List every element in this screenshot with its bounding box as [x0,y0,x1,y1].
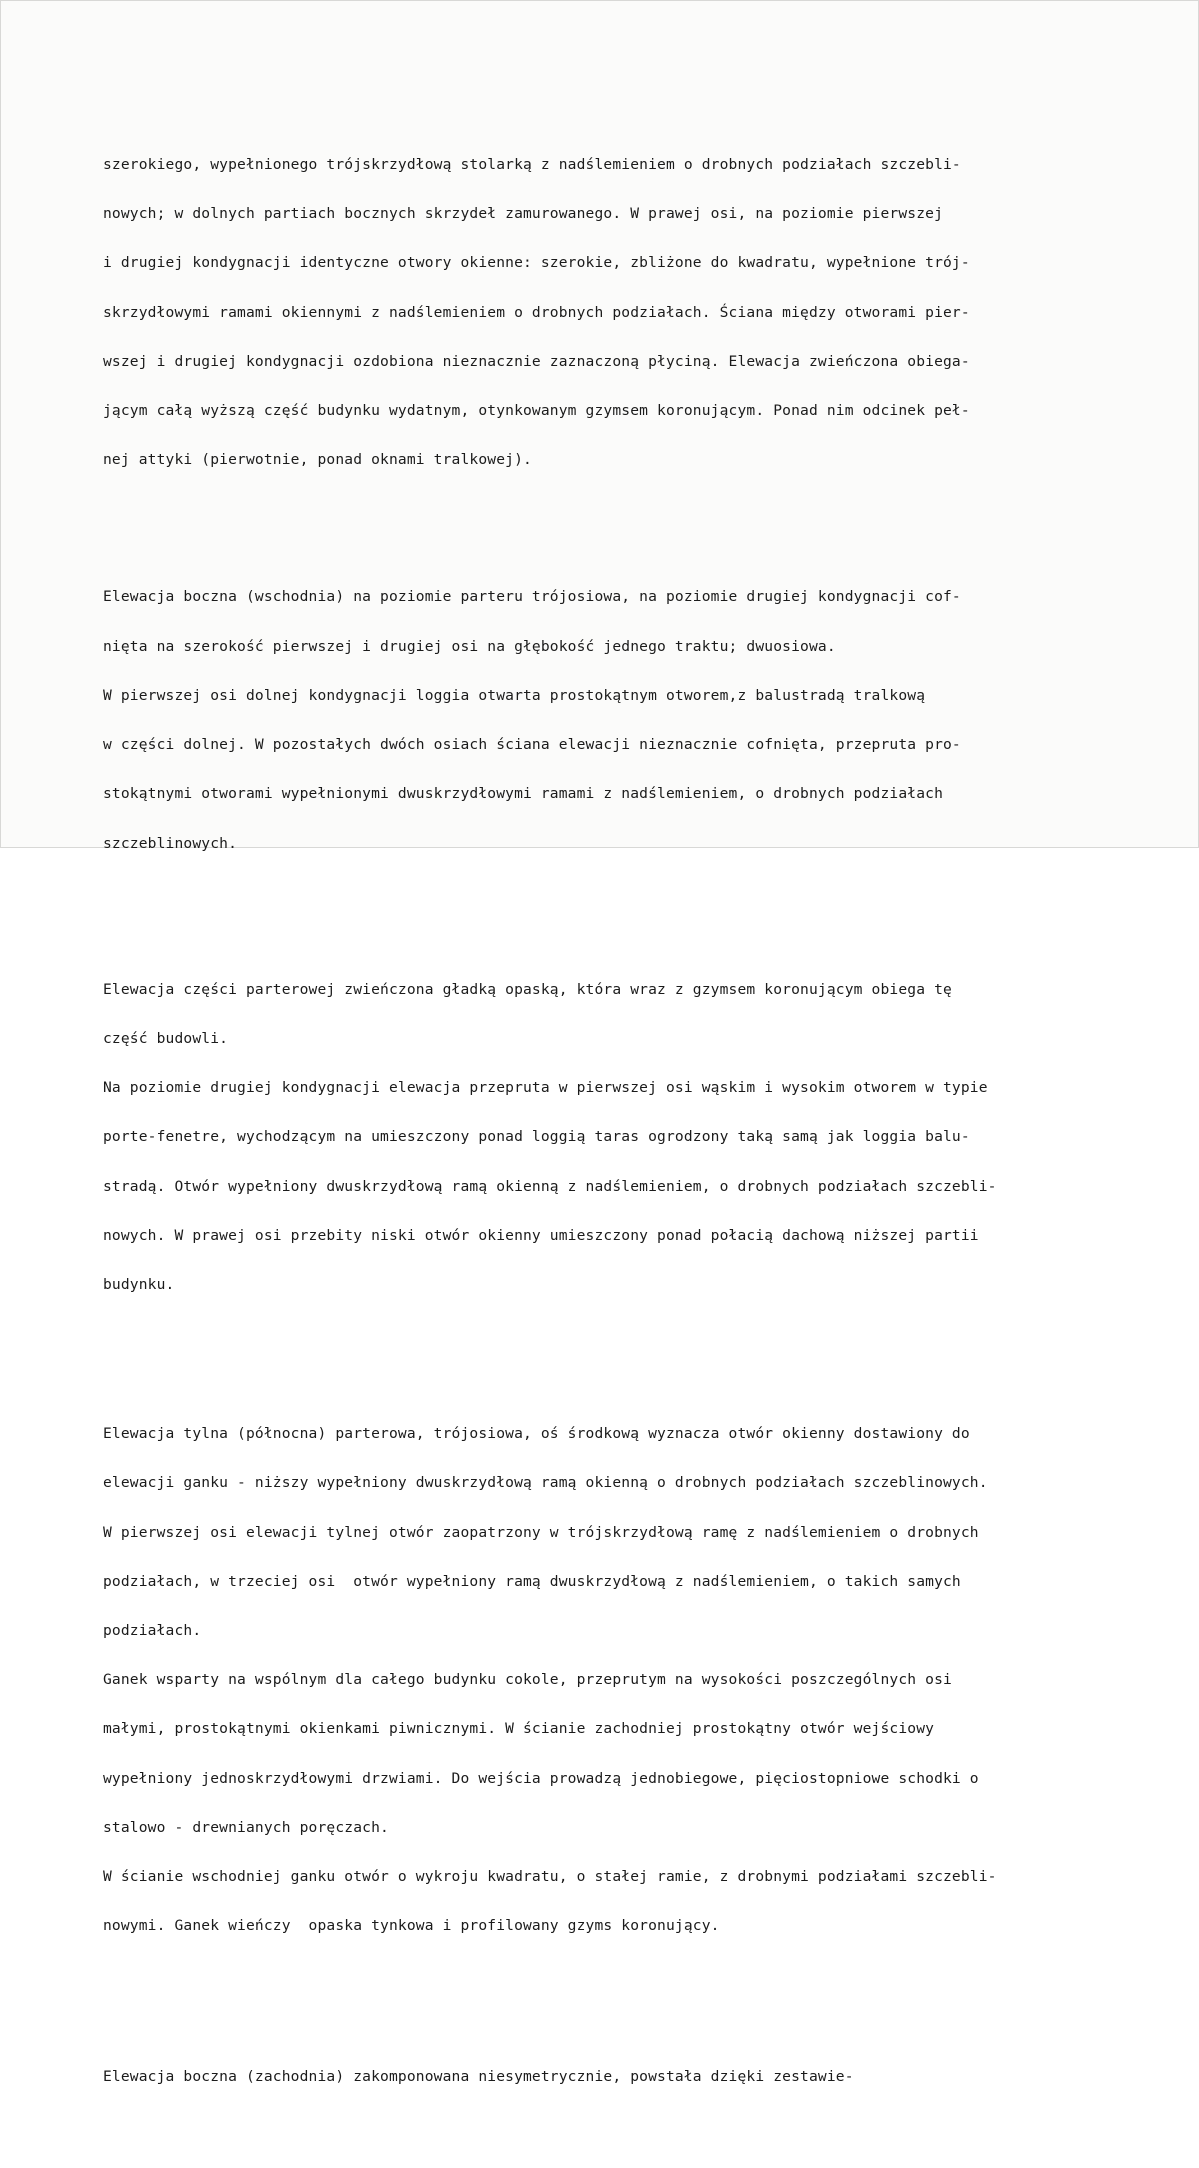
text-line: Elewacja boczna (zachodnia) zakomponowana niesymetrycznie, powstała dzięki zestawie- [103,2068,854,2086]
text-line: wszej i drugiej kondygnacji ozdobiona nieznacznie zaznaczoną płyciną. Elewacja zwieńczona obiega- [103,352,970,370]
text-line: W pierwszej osi elewacji tylnej otwór zaopatrzony w trójskrzydłową ramę z nadślemieniem o drobnych [103,1523,979,1541]
text-line: podziałach. [103,1622,202,1639]
text-line: Elewacja boczna (wschodnia) na poziomie parteru trójosiowa, na poziomie drugiej kondygnacji cof- [103,588,961,606]
text-line: elewacji ganku - niższy wypełniony dwuskrzydłową ramą okienną o drobnych podziałach szczeblinowych. [103,1474,988,1492]
typewritten-text [103,75,1123,2168]
text-line: nowych; w dolnych partiach bocznych skrzydeł zamurowanego. W prawej osi, na poziomie pierwszej [103,205,944,223]
text-line: W pierwszej osi dolnej kondygnacji loggia otwarta prostokątnym otworem,z balustradą tralkową [103,686,926,704]
paragraph-ground-floor-part [103,949,1123,1326]
text-line: budynku. [103,1275,175,1293]
text-line: nowych. W prawej osi przebity niski otwór okienny umieszczony ponad połacią dachową niższej partii [103,1226,979,1244]
text-line: nięta na szerokość pierwszej i drugiej osi na głębokość jednego traktu; dwuosiowa. [103,637,836,655]
text-line: szerokiego, wypełnionego trójskrzydłową stolarką z nadślemieniem o drobnych podziałach szczebli- [103,156,961,174]
paragraph-east-elevation [103,557,1123,885]
text-line: Elewacja części parterowej zwieńczona gładką opaską, która wraz z gzymsem koronującym obiega tę [103,980,952,998]
text-line: Na poziomie drugiej kondygnacji elewacja przepruta w pierwszej osi wąskim i wysokim otworem w typie [103,1079,988,1097]
paragraph-west-elevation [103,2037,1123,2119]
text-line: Elewacja tylna (północna) parterowa, trójosiowa, oś środkową wyznacza otwór okienny dostawiony do [103,1425,970,1443]
text-line: stokątnymi otworami wypełnionymi dwuskrzydłowymi ramami z nadślemieniem, o drobnych podziałach [103,785,944,803]
text-line: stalowo - drewnianych poręczach. [103,1818,389,1836]
text-line: szczeblinowych. [103,834,238,852]
text-line: nej attyki (pierwotnie, ponad oknami tralkowej). [103,451,532,469]
text-line: porte-fenetre, wychodzącym na umieszczony ponad loggią taras ogrodzony taką samą jak loggia balu- [103,1128,970,1146]
text-line: Ganek wsparty na wspólnym dla całego budynku cokole, przeprutym na wysokości poszczególnych osi [103,1671,952,1689]
text-line: część budowli. [103,1029,229,1047]
text-line: i drugiej kondygnacji identyczne otwory okienne: szerokie, zbliżone do kwadratu, wypełnione trój- [103,254,970,272]
paragraph-front-elevation-continued [103,124,1123,501]
text-line: W ścianie wschodniej ganku otwór o wykroju kwadratu, o stałej ramie, z drobnymi podziałami szczebli- [103,1868,997,1886]
text-line: w części dolnej. W pozostałych dwóch osiach ściana elewacji nieznacznie cofnięta, przepruta pro- [103,736,961,754]
text-line: wypełniony jednoskrzydłowymi drzwiami. Do wejścia prowadzą jednobiegowe, pięciostopniowe schodki o [103,1769,979,1787]
text-line: małymi, prostokątnymi okienkami piwnicznymi. W ścianie zachodniej prostokątny otwór wejściowy [103,1720,935,1738]
text-line: stradą. Otwór wypełniony dwuskrzydłową ramą okienną z nadślemieniem, o drobnych podziałach szczebli- [103,1177,997,1195]
text-line: nowymi. Ganek wieńczy opaska tynkowa i profilowany gzyms koronujący. [103,1917,720,1935]
text-line: skrzydłowymi ramami okiennymi z nadślemieniem o drobnych podziałach. Ściana między otworami pier- [103,303,970,321]
text-line: jącym całą wyższą część budynku wydatnym, otynkowanym gzymsem koronującym. Ponad nim odcinek peł- [103,402,970,420]
text-line: podziałach, w trzeciej osi otwór wypełniony ramą dwuskrzydłową z nadślemieniem, o takich samych [103,1572,961,1590]
paragraph-rear-elevation [103,1393,1123,1967]
